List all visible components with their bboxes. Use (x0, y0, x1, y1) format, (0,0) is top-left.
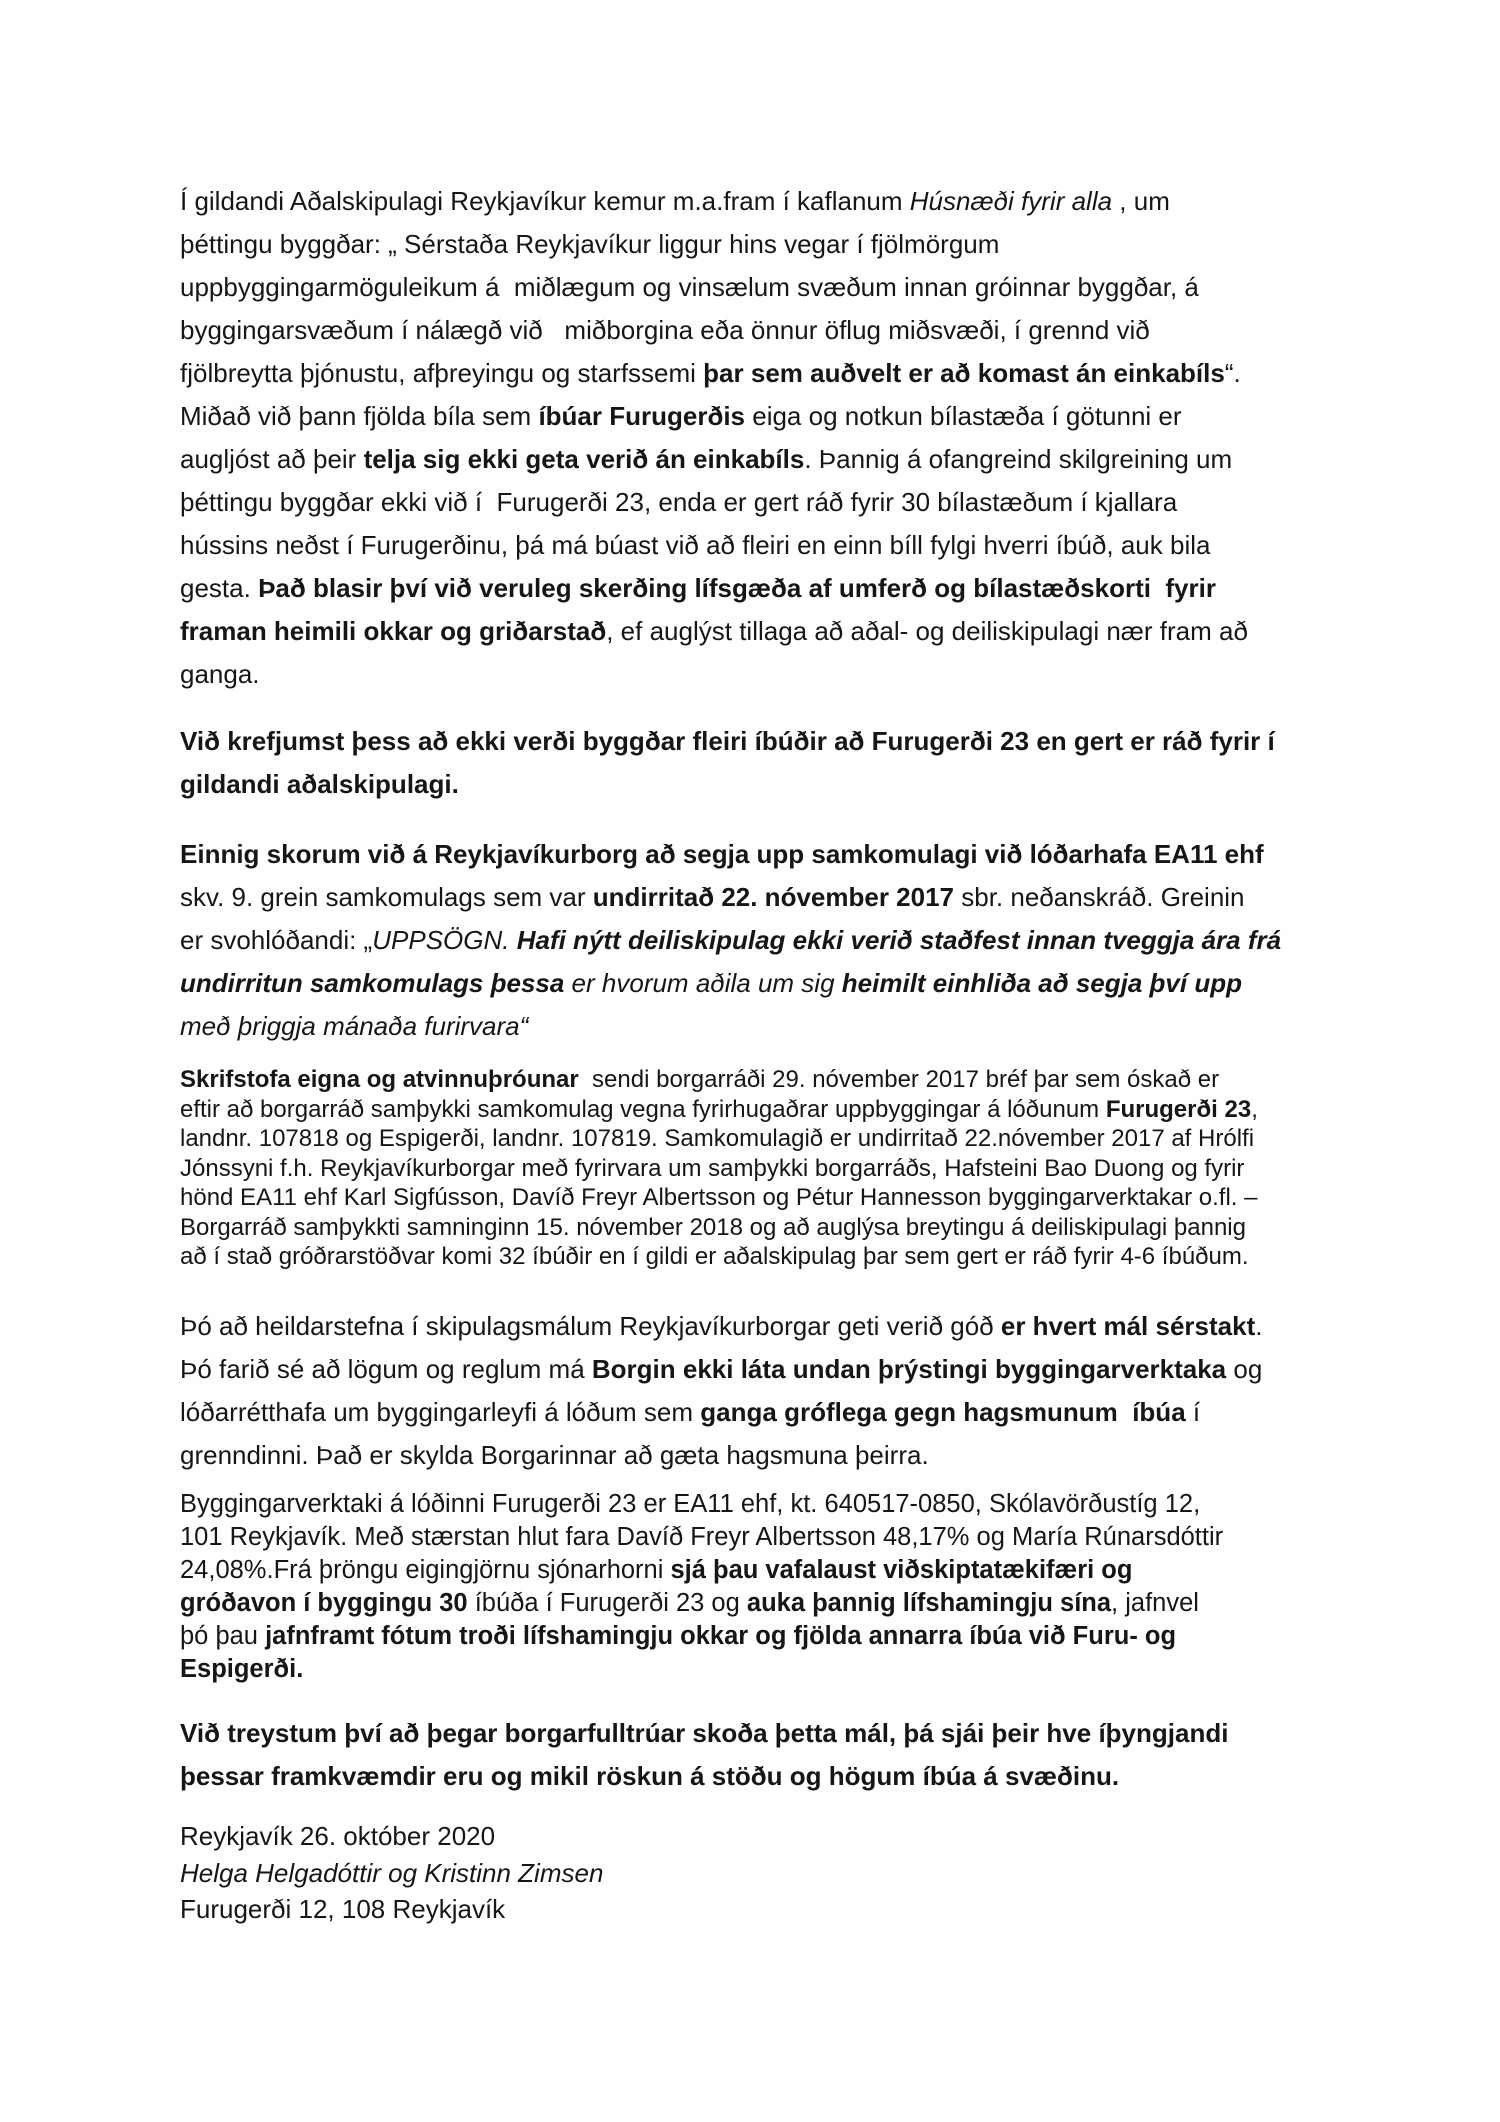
text-run: undirritun samkomulags þessa (180, 968, 565, 998)
demand-paragraph (180, 720, 1380, 806)
text-run: og (1226, 1354, 1263, 1384)
text-run: er hvorum aðila um sig (564, 968, 842, 998)
trust-paragraph (180, 1712, 1380, 1798)
text-line (180, 438, 1380, 481)
text-run: telja sig ekki geta verið án einkabíls (363, 444, 805, 474)
text-run: með þriggja mánaða furirvara“ (180, 1011, 529, 1041)
text-line (180, 763, 1380, 806)
text-run: framan heimili okkar og griðarstað (180, 616, 607, 646)
text-line (180, 1620, 1380, 1653)
text-line (180, 1154, 1380, 1184)
text-line (180, 309, 1380, 352)
text-run: Espigerði. (180, 1655, 304, 1683)
text-run: í (1185, 1397, 1201, 1427)
text-line (180, 1305, 1380, 1348)
text-run: gesta. (180, 573, 259, 603)
text-run: , (1251, 1095, 1258, 1123)
text-line (180, 962, 1380, 1005)
text-line (180, 1242, 1380, 1272)
text-line (180, 395, 1380, 438)
text-run: þó þau (180, 1622, 266, 1650)
text-line (180, 1095, 1380, 1125)
text-run: að í stað gróðrarstöðvar komi 32 íbúðir en í gildi er aðalskipulag þar sem gert er ráð fyrir 4-6 íbúðum. (180, 1243, 1249, 1270)
text-line (180, 1818, 1380, 1855)
text-line (180, 1124, 1380, 1154)
text-run: Helga Helgadóttir og Kristinn Zimsen (180, 1857, 604, 1888)
text-run: , um (1112, 186, 1170, 216)
policy-paragraph (180, 1305, 1380, 1477)
text-line (180, 1434, 1380, 1477)
text-line (180, 1653, 1380, 1686)
text-run: landnr. 107818 og Espigerði, landnr. 107819. Samkomulagið er undirritað 22.nóvember 2017 af Hrólfi (180, 1125, 1255, 1152)
text-run: uppbyggingarmöguleikum á miðlægum og vinsælum svæðum innan gróinnar byggðar, á (180, 272, 1199, 302)
text-line (180, 1183, 1380, 1213)
appeal-paragraph (180, 833, 1380, 1048)
text-run: jafnframt fótum troði lífshamingju okkar og fjölda annarra íbúa við Furu- og (265, 1622, 1177, 1650)
text-run: Þó farið sé að lögum og reglum má (180, 1354, 592, 1384)
text-run: Byggingarverktaki á lóðinni Furugerði 23 er EA11 ehf, kt. 640517-0850, Skólavörðustíg 12, (180, 1490, 1201, 1518)
text-run: , ef auglýst tillaga að aðal- og deiliskipulagi nær fram að (606, 616, 1248, 646)
text-run: Borgarráð samþykkti samninginn 15. nóvember 2018 og að auglýsa breytingu á deiliskipulagi þannig (180, 1213, 1246, 1241)
text-run: heimilt einhliða að segja því upp (841, 968, 1242, 998)
text-run: undirritað 22. nóvember 2017 (592, 882, 955, 912)
intro-paragraph (180, 180, 1380, 696)
text-run: 101 Reykjavík. Með stærstan hlut fara Davíð Freyr Albertsson 48,17% og María Rúnarsdóttir (180, 1523, 1224, 1551)
text-line (180, 919, 1380, 962)
text-line (180, 1855, 1380, 1892)
text-line (180, 1521, 1380, 1554)
text-line (180, 1755, 1380, 1798)
text-run: Húsnæði fyrir alla (909, 186, 1113, 216)
text-run: ganga gróflega gegn hagsmunum íbúa (700, 1397, 1186, 1427)
text-run: skv. 9. grein samkomulags sem var (180, 882, 593, 912)
text-run: er svohlóðandi: „ (180, 925, 373, 955)
text-run: gildandi aðalskipulagi. (180, 769, 459, 799)
text-line (180, 223, 1380, 266)
text-run: eiga og notkun bílastæða í götunni er (745, 401, 1182, 431)
text-run: sendi borgarráði 29. nóvember 2017 bréf þar sem óskað er (578, 1066, 1220, 1093)
text-run: hönd EA11 ehf Karl Sigfússon, Davíð Freyr Albertsson og Pétur Hannesson byggingarverktakar o.fl. – (180, 1184, 1258, 1211)
text-line (180, 524, 1380, 567)
text-run: . (1255, 1311, 1263, 1341)
text-line (180, 1488, 1380, 1521)
text-run: . Þannig á ofangreind skilgreining um (804, 444, 1233, 474)
text-run: Þó að heildarstefna í skipulagsmálum Reykjavíkurborgar geti verið góð (180, 1311, 1001, 1341)
text-line (180, 481, 1380, 524)
text-run: sjá þau vafalaust viðskiptatækifæri og (670, 1556, 1133, 1584)
text-run: lóðarrétthafa um byggingarleyfi á lóðum sem (180, 1397, 701, 1427)
text-line (180, 720, 1380, 763)
text-run: gróðavon í byggingu 30 (180, 1589, 468, 1617)
text-run: “. (1224, 358, 1241, 388)
text-run: Jónssyni f.h. Reykjavíkurborgar með fyrirvara um samþykki borgarráðs, Hafsteini Bao Duong og fyrir (180, 1154, 1245, 1182)
text-run: Það blasir því við veruleg skerðing lífsgæða af umferð og bílastæðskorti fyrir (258, 573, 1216, 603)
text-line (180, 876, 1380, 919)
text-run: Við treystum því að þegar borgarfulltrúar skoða þetta mál, þá sjái þeir hve íþyngjandi (180, 1718, 1229, 1748)
text-line (180, 610, 1380, 653)
text-run: Borgin ekki láta undan þrýstingi byggingarverktaka (591, 1354, 1227, 1384)
text-run: sbr. neðanskráð. Greinin (954, 882, 1245, 912)
text-line (180, 352, 1380, 395)
text-run: Furugerði 12, 108 Reykjavík (180, 1894, 506, 1924)
text-run: er hvert mál sérstakt (1000, 1311, 1256, 1341)
text-line (180, 1391, 1380, 1434)
text-run: Furugerði 23 (1105, 1095, 1252, 1123)
text-line (180, 1891, 1380, 1928)
text-line (180, 180, 1380, 223)
text-run: ganga. (180, 659, 260, 689)
text-run: byggingarsvæðum í nálægð við miðborgina eða önnur öflug miðsvæði, í grennd við (180, 315, 1150, 345)
text-line (180, 1554, 1380, 1587)
text-run: hússins neðst í Furugerðinu, þá má búast við að fleiri en einn bíll fylgi hverri íbúð, auk bila (180, 530, 1211, 560)
text-run: íbúar Furugerðis (538, 401, 746, 431)
text-line (180, 833, 1380, 876)
text-line (180, 1005, 1380, 1048)
text-run: þessar framkvæmdir eru og mikil röskun á stöðu og högum íbúa á svæðinu. (180, 1761, 1120, 1791)
text-line (180, 1348, 1380, 1391)
text-run: þéttingu byggðar ekki við í Furugerði 23, enda er gert ráð fyrir 30 bílastæðum í kjallara (180, 487, 1178, 517)
text-line (180, 653, 1380, 696)
text-line (180, 567, 1380, 610)
text-run: grenndinni. Það er skylda Borgarinnar að gæta hagsmuna þeirra. (180, 1440, 929, 1470)
text-run: þéttingu byggðar: „ Sérstaða Reykjavíkur liggur hins vegar í fjölmörgum (180, 229, 1000, 259)
text-run: Í gildandi Aðalskipulagi Reykjavíkur kemur m.a.fram í kaflanum (180, 186, 910, 216)
text-run: Hafi nýtt deiliskipulag ekki verið staðfest innan tveggja ára frá (516, 925, 1282, 955)
text-run: Einnig skorum við á Reykjavíkurborg að segja upp samkomulagi við lóðarhafa EA11 ehf (180, 839, 1264, 869)
text-run: 24,08%.Frá þröngu eigingjörnu sjónarhorni (180, 1556, 671, 1584)
text-run: Miðað við þann fjölda bíla sem (180, 401, 539, 431)
text-run: Reykjavík 26. október 2020 (180, 1821, 496, 1851)
text-run: auka þannig lífshamingju sína (746, 1589, 1112, 1617)
text-run: UPPSÖGN. (372, 925, 517, 955)
text-run: augljóst að þeir (180, 444, 364, 474)
text-run: Skrifstofa eigna og atvinnuþróunar (180, 1066, 579, 1093)
text-run: íbúða í Furugerði 23 og (467, 1589, 747, 1617)
text-line (180, 1213, 1380, 1243)
contractor-paragraph (180, 1488, 1380, 1686)
text-run: þar sem auðvelt er að komast án einkabíls (703, 358, 1225, 388)
text-run: fjölbreytta þjónustu, afþreyingu og starfssemi (180, 358, 704, 388)
text-line (180, 1065, 1380, 1095)
text-line (180, 266, 1380, 309)
office-quote-paragraph (180, 1065, 1380, 1272)
text-run: Við krefjumst þess að ekki verði byggðar fleiri íbúðir að Furugerði 23 en gert er ráð fyrir í (180, 726, 1275, 756)
text-line (180, 1587, 1380, 1620)
text-run: , jafnvel (1111, 1589, 1199, 1617)
text-line (180, 1712, 1380, 1755)
text-run: eftir að borgarráð samþykki samkomulag vegna fyrirhugaðrar uppbyggingar á lóðunum (180, 1095, 1106, 1123)
signature-paragraph (180, 1818, 1380, 1928)
